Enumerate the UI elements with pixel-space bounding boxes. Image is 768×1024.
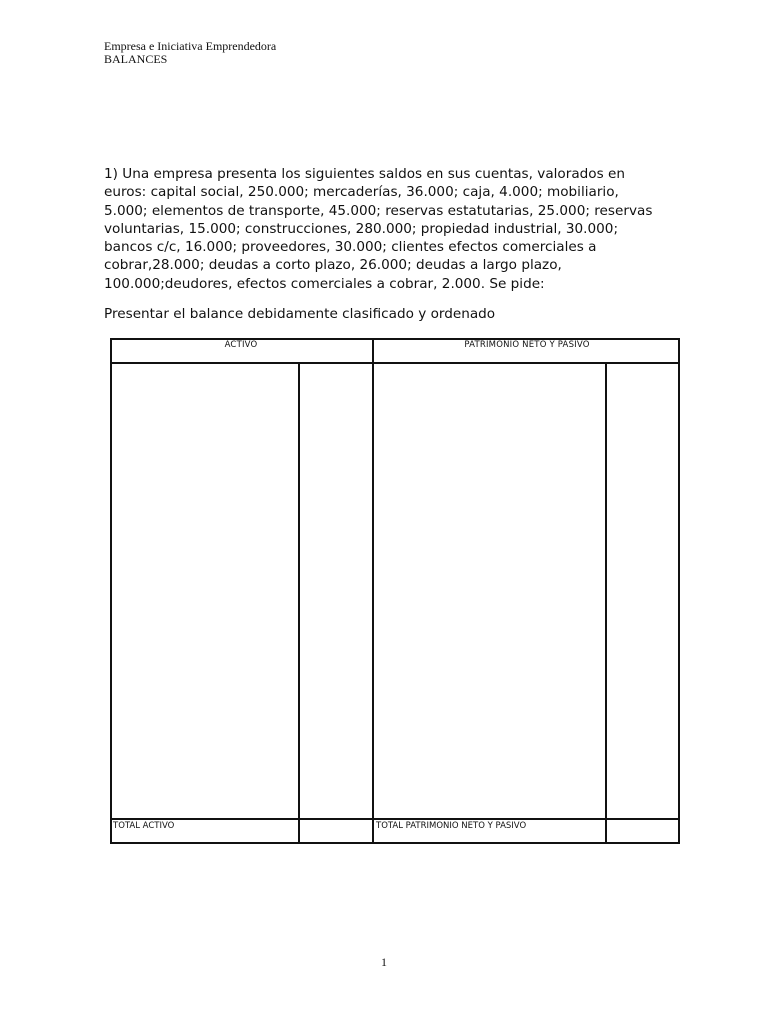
pasivo-header: PATRIMONIO NETO Y PASIVO bbox=[464, 340, 590, 350]
total-activo-amount-cell[interactable] bbox=[300, 820, 372, 842]
exercise-line: cobrar,28.000; deudas a corto plazo, 26.000; deudas a largo plazo, bbox=[104, 257, 562, 274]
total-pasivo-label: TOTAL PATRIMONIO NETO Y PASIVO bbox=[376, 821, 527, 831]
topic-title: BALANCES bbox=[104, 52, 168, 66]
activo-header: ACTIVO bbox=[224, 340, 258, 350]
exercise-line: 100.000;deudores, efectos comerciales a cobrar, 2.000. Se pide: bbox=[104, 275, 545, 292]
balance-sheet-table bbox=[110, 338, 680, 844]
document-header bbox=[104, 40, 276, 66]
exercise-instruction: Presentar el balance debidamente clasificado y ordenado bbox=[104, 306, 496, 322]
activo-concepts-cell[interactable] bbox=[112, 364, 298, 818]
activo-amounts-cell[interactable] bbox=[300, 364, 372, 818]
exercise-line: bancos c/c, 16.000; proveedores, 30.000; clientes efectos comerciales a bbox=[104, 239, 597, 256]
total-pasivo-amount-cell[interactable] bbox=[607, 820, 678, 842]
page-number: 1 bbox=[381, 955, 387, 969]
exercise-line: 1) Una empresa presenta los siguientes saldos en sus cuentas, valorados en bbox=[104, 166, 625, 182]
exercise-line: 5.000; elementos de transporte, 45.000; reservas estatutarias, 25.000; reservas bbox=[104, 202, 653, 219]
pasivo-concepts-cell[interactable] bbox=[374, 364, 605, 818]
exercise-line: voluntarias, 15.000; construcciones, 280.000; propiedad industrial, 30.000; bbox=[104, 220, 619, 237]
exercise-line: euros: capital social, 250.000; mercaderías, 36.000; caja, 4.000; mobiliario, bbox=[104, 184, 619, 201]
total-activo-label: TOTAL ACTIVO bbox=[113, 821, 175, 831]
exercise-statement bbox=[104, 165, 664, 293]
total-row-divider bbox=[110, 818, 680, 820]
course-title: Empresa e Iniciativa Emprendedora bbox=[104, 39, 277, 53]
pasivo-amounts-cell[interactable] bbox=[607, 364, 678, 818]
